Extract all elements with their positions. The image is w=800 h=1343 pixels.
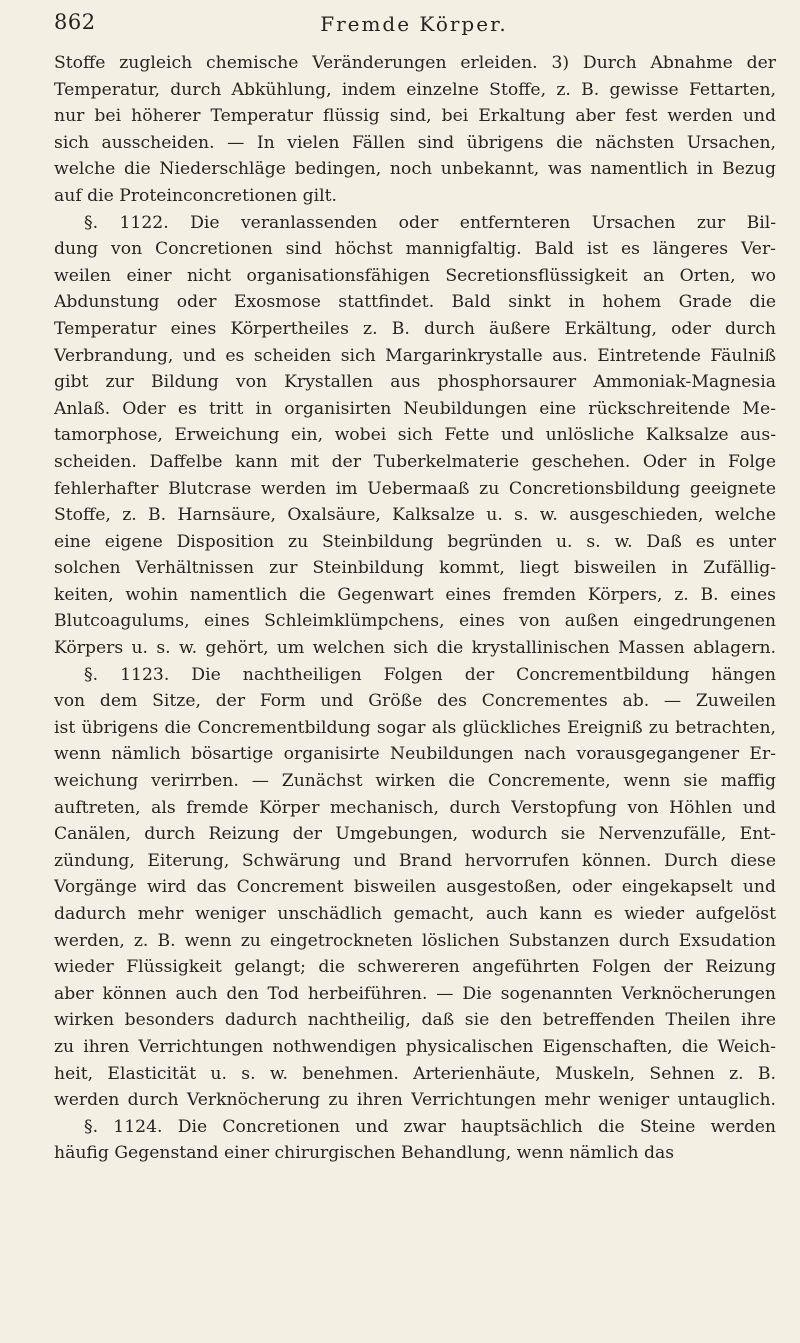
text-line: Blutcoagulums, eines Schleimklümpchens, eines von außen eingedrungenen	[54, 611, 776, 632]
text-line: Temperatur eines Körpertheiles z. B. durch äußere Erkältung, oder durch	[54, 318, 776, 339]
running-title: Fremde Körper.	[320, 12, 508, 36]
text-line: §. 1123. Die nachtheiligen Folgen der Concrementbildung hängen	[84, 664, 776, 685]
text-line: Körpers u. s. w. gehört, um welchen sich die krystallinischen Massen ablagern.	[54, 638, 776, 659]
text-line: dung von Concretionen sind höchst mannigfaltig. Bald ist es längeres Ver-	[54, 239, 776, 260]
text-line: weichung verirrben. — Zunächst wirken die Concremente, wenn sie maffig	[54, 771, 776, 792]
page-header	[54, 8, 774, 44]
text-line: Canälen, durch Reizung der Umgebungen, wodurch sie Nervenzufälle, Ent-	[54, 824, 776, 845]
text-line: nur bei höherer Temperatur flüssig sind, bei Erkaltung aber fest werden und	[54, 106, 776, 127]
text-line: §. 1122. Die veranlassenden oder entfernteren Ursachen zur Bil-	[84, 212, 776, 233]
text-line: werden durch Verknöcherung zu ihren Verrichtungen mehr weniger untauglich.	[54, 1090, 776, 1111]
text-line: Stoffe zugleich chemische Veränderungen erleiden. 3) Durch Abnahme der	[54, 53, 776, 73]
text-line: Verbrandung, und es scheiden sich Margarinkrystalle aus. Eintretende Fäulniß	[54, 345, 776, 366]
text-line: werden, z. B. wenn zu eingetrockneten löslichen Substanzen durch Exsudation	[54, 930, 776, 951]
text-line: solchen Verhältnissen zur Steinbildung kommt, liegt bisweilen in Zufällig-	[54, 558, 776, 579]
text-line: heit, Elasticität u. s. w. benehmen. Arterienhäute, Muskeln, Sehnen z. B.	[54, 1063, 776, 1084]
text-line: zu ihren Verrichtungen nothwendigen physicalischen Eigenschaften, die Weich-	[54, 1036, 776, 1057]
text-line: ist übrigens die Concrementbildung sogar als glückliches Ereigniß zu betrachten,	[54, 717, 776, 738]
text-line: keiten, wohin namentlich die Gegenwart eines fremden Körpers, z. B. eines	[54, 584, 776, 605]
page-number: 862	[54, 10, 96, 34]
text-line: Stoffe, z. B. Harnsäure, Oxalsäure, Kalksalze u. s. w. ausgeschieden, welche	[54, 505, 776, 526]
body-text	[54, 50, 776, 1167]
text-line: auf die Proteinconcretionen gilt.	[54, 185, 337, 206]
text-line: fehlerhafter Blutcrase werden im Uebermaaß zu Concretionsbildung geeignete	[54, 478, 776, 499]
text-line: wieder Flüssigkeit gelangt; die schwereren angeführten Folgen der Reizung	[54, 957, 776, 978]
text-line: zündung, Eiterung, Schwärung und Brand hervorrufen können. Durch diese	[54, 850, 776, 871]
text-line: aber können auch den Tod herbeiführen. — Die sogenannten Verknöcherungen	[54, 983, 776, 1004]
text-line: Vorgänge wird das Concrement bisweilen ausgestoßen, oder eingekapselt und	[54, 877, 776, 898]
text-line: welche die Niederschläge bedingen, noch unbekannt, was namentlich in Bezug	[54, 159, 776, 180]
text-line: §. 1124. Die Concretionen und zwar hauptsächlich die Steine werden	[84, 1116, 776, 1137]
text-line: Abdunstung oder Exosmose stattfindet. Bald sinkt in hohem Grade die	[54, 292, 776, 313]
text-line: sich ausscheiden. — In vielen Fällen sind übrigens die nächsten Ursachen,	[54, 132, 776, 153]
text-line: wirken besonders dadurch nachtheilig, daß sie den betreffenden Theilen ihre	[54, 1010, 776, 1031]
text-line: tamorphose, Erweichung ein, wobei sich Fette und unlösliche Kalksalze aus-	[54, 425, 776, 446]
text-line: gibt zur Bildung von Krystallen aus phosphorsaurer Ammoniak-Magnesia	[54, 372, 776, 393]
text-line: von dem Sitze, der Form und Größe des Concrementes ab. — Zuweilen	[54, 691, 776, 712]
text-line: Temperatur, durch Abkühlung, indem einzelne Stoffe, z. B. gewisse Fettarten,	[54, 79, 776, 100]
text-line: eine eigene Disposition zu Steinbildung begründen u. s. w. Daß es unter	[54, 531, 776, 552]
text-line: weilen einer nicht organisationsfähigen Secretionsflüssigkeit an Orten, wo	[54, 265, 776, 286]
text-line: dadurch mehr weniger unschädlich gemacht, auch kann es wieder aufgelöst	[54, 904, 776, 924]
text-line: wenn nämlich bösartige organisirte Neubildungen nach vorausgegangener Er-	[54, 744, 776, 765]
text-line: Anlaß. Oder es tritt in organisirten Neubildungen eine rückschreitende Me-	[54, 398, 776, 419]
text-line: scheiden. Daffelbe kann mit der Tuberkelmaterie geschehen. Oder in Folge	[54, 451, 776, 472]
text-line: häufig Gegenstand einer chirurgischen Behandlung, wenn nämlich das	[54, 1143, 675, 1164]
text-line: auftreten, als fremde Körper mechanisch, durch Verstopfung von Höhlen und	[54, 797, 776, 818]
